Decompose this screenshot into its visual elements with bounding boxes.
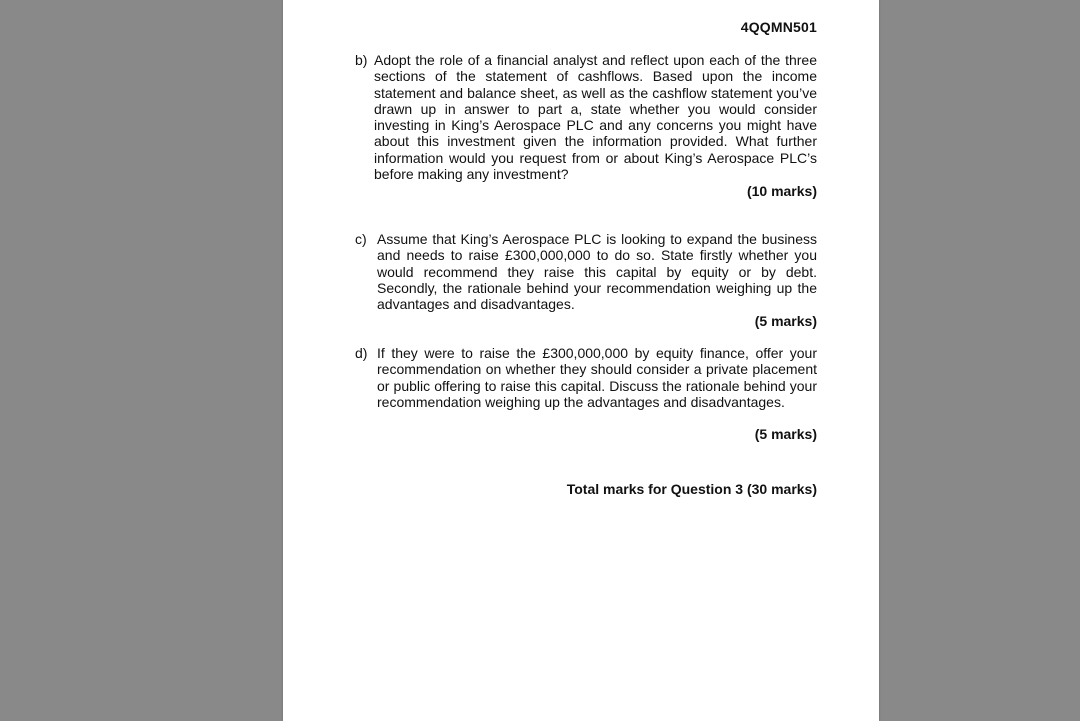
question-text: Assume that King’s Aerospace PLC is looking to expand the business and needs to raise £300,000,000 to do so. State firstly whether you would recommend they raise this capital by equity or by debt. Secondly, the rationale behind your recommendation weighing up the advantages and disadvantages. (377, 231, 817, 313)
question-text: Adopt the role of a financial analyst and reflect upon each of the three sections of the statement of cashflows. Based upon the income statement and balance sheet, as well as the cashflow statement you’ve drawn up in answer to part a, state whether you would consider investing in King’s Aerospace PLC and any concerns you might have about this investment given the information provided. What further information would you request from or about King’s Aerospace PLC’s before making any investment? (374, 52, 817, 183)
question-b (355, 52, 817, 200)
question-marks: (10 marks) (746, 183, 817, 200)
question-label: c) (355, 231, 367, 247)
total-marks: Total marks for Question 3 (30 marks) (566, 481, 817, 497)
question-label: b) (355, 52, 368, 68)
document-page (283, 0, 879, 721)
question-c (355, 231, 817, 330)
question-text: If they were to raise the £300,000,000 by equity finance, offer your recommendation on whether they should consider a private placement or public offering to raise this capital. Discuss the rationale behind your recommendation weighing up the advantages and disadvantages. (377, 345, 817, 410)
question-label: d) (355, 345, 368, 361)
question-marks: (5 marks) (754, 313, 817, 330)
module-code: 4QQMN501 (740, 19, 817, 35)
question-marks: (5 marks) (754, 426, 817, 443)
question-d (355, 345, 817, 442)
